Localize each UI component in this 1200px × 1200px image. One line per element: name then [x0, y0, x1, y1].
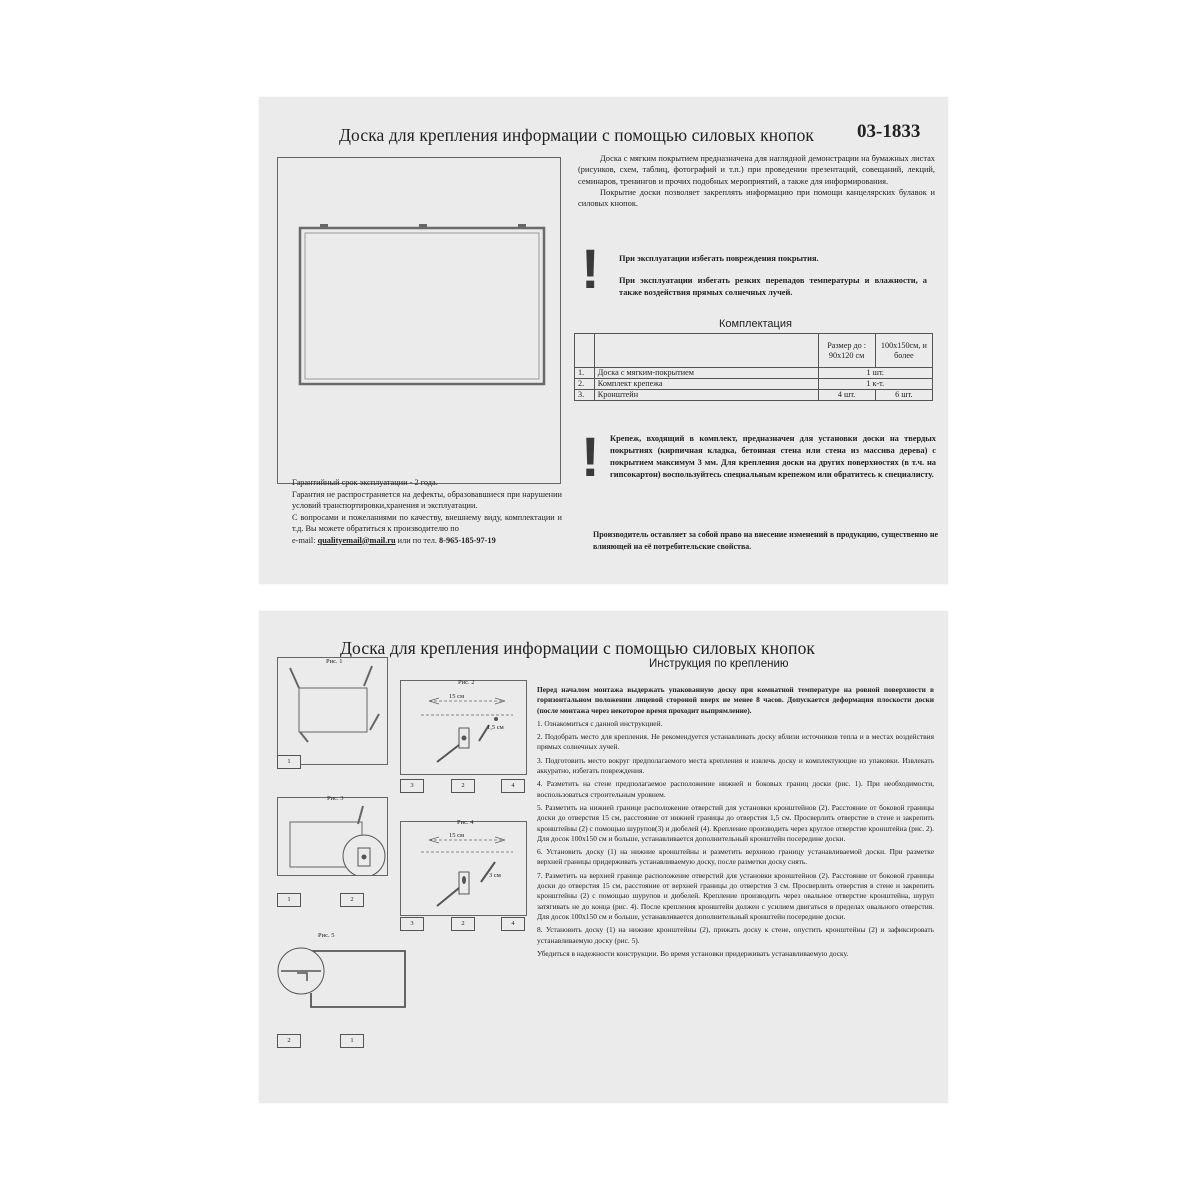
phone-number: 8-965-185-97-19: [439, 535, 496, 545]
figure-5: [277, 932, 386, 1017]
table-cell: Кронштейн: [594, 390, 818, 401]
figure-label: Рис. 4: [457, 819, 474, 826]
product-code: 03-1833: [857, 121, 921, 142]
kit-table: [574, 333, 933, 401]
part-number-box: 3: [400, 779, 424, 793]
instruction-step: 4. Разметить на стене предполагаемое расположение нижней и боковых границ доски (рис. 1). При необходимости, воспользоваться строительным уровнем.: [537, 779, 934, 799]
table-cell: Комплект крепежа: [594, 379, 818, 390]
instruction-step: Убедиться в надежности конструкции. Во время установки придерживать устанавливаемую доску.: [537, 948, 849, 958]
manufacturer-note-text: Производитель оставляет за собой право на внесение изменений в продукцию, существенно не влияющей на её потребительские свойства.: [593, 530, 938, 551]
table-cell: 1 к-т.: [818, 379, 932, 390]
table-header-row: [575, 334, 933, 368]
figure-5-drawing: [277, 935, 417, 1025]
warning-line: При эксплуатации избегать повреждения покрытия.: [619, 254, 819, 263]
table-header-cell: [575, 334, 595, 368]
instruction-step: 1. Ознакомиться с данной инструкцией.: [537, 718, 663, 728]
instruction-step: 6. Установить доску (1) на нижние кронштейны и разметить верхнюю границу устанавливаемой доски. При разметке верхней границы придерживать устанавливаемую доску, после разметки доску снять.: [537, 847, 934, 867]
figure-label: Рис. 5: [318, 932, 335, 939]
part-number-box: 1: [340, 1034, 364, 1048]
instruction-subtitle: Инструкция по креплению: [649, 658, 789, 670]
figure-1: [277, 657, 388, 765]
leaflet-page-1: [259, 97, 948, 584]
part-number-box: 1: [277, 755, 301, 769]
warning-line: При эксплуатации избегать резких перепадов температуры и влажности, а также воздействия прямых солнечных лучей.: [619, 276, 927, 297]
dimension-label: 15 см: [449, 832, 465, 839]
figure-2: [400, 680, 527, 775]
description-paragraph: Доска с мягким покрытием предназначена для наглядной демонстрации на бумажных листах (рисунков, схем, таблиц, фотографий и т.п.) при проведении презентаций, совещаний, лекций, семинаров, тренингов и прочих подобных мероприятий, а также для информирования.: [578, 154, 935, 186]
instruction-step: 8. Установить доску (1) на нижние кронштейны (2), прижать доску к стене, опустить кронштейны (2) и зафиксировать устанавливаемую доску (рис. 5).: [537, 925, 934, 945]
table-cell: Доска с мягким-покрытием: [594, 368, 818, 379]
part-number-box: 4: [501, 779, 525, 793]
instruction-step: 3. Подготовить место вокруг предполагаемого места крепления и извлечь доску и комплектующие из упаковки. Извлекать аккуратно, избегать повреждения.: [537, 755, 934, 776]
figure-4: [400, 821, 527, 916]
part-number-box: 2: [277, 1034, 301, 1048]
mounting-warning: [610, 433, 936, 481]
table-header-cell: [594, 334, 818, 368]
part-number-box: 2: [451, 917, 475, 931]
warning-line: Крепеж, входящий в комплект, предназначен для установки доски на твердых покрытиях (кирпичная кладка, бетонная стена или стена из массива дерева) с покрытием максимум 3 мм. Для крепления доски на других поверхностях (в т.ч. на гипсокартон) воспользуйтесь специальным крепежом или обратитесь к специалисту.: [610, 434, 936, 479]
kit-title: Комплектация: [719, 318, 792, 330]
figure-3: [277, 797, 388, 876]
manufacturer-note: [593, 529, 938, 553]
instruction-step: 7. Разметить на верхней границе расположение отверстий для установки кронштейнов (2). Расстояние от боковой границы доски до отверстия 15 см, расстояние от верхней границы до отверстия 3 см. Просверлить отверстия в стене и закрепить кронштейны (2) с помощью шурупов и дюбелей. Крепление производить через овальное отверстие кронштейна, шуруп затягивать не до конца (рис. 4). После крепления кронштейн должен с усилием двигаться в пределах овального отверстия. Для досок 100х150 см и больше, устанавливается дополнительный кронштейн посередине доски.: [537, 870, 934, 921]
guarantee-line: Гарантийный срок эксплуатации - 2 года.: [292, 478, 438, 487]
dimension-label: 1,5 см: [487, 724, 504, 731]
exclamation-icon: !: [581, 425, 600, 488]
table-row: [575, 390, 933, 401]
board-illustration: [278, 158, 560, 483]
table-row: [575, 368, 933, 379]
table-cell: 3.: [575, 390, 595, 401]
figure-3-drawing: [278, 798, 387, 875]
part-number-box: 3: [400, 917, 424, 931]
email-link[interactable]: qualityemail@mail.ru: [317, 535, 396, 545]
instruction-text: [537, 685, 934, 962]
guarantee-line: Гарантия не распространяется на дефекты, образовавшиеся при нарушении условий транспортировки,хранения и эксплуатации.: [292, 489, 562, 510]
page-title: Доска для крепления информации с помощью силовых кнопок: [340, 638, 816, 658]
part-number-box: 2: [451, 779, 475, 793]
table-header-cell: 100х150см, и более: [875, 334, 932, 368]
dimension-label: 3 см: [489, 872, 501, 879]
email-prefix: e-mail:: [292, 535, 316, 545]
table-cell: 4 шт.: [818, 390, 875, 401]
leaflet-page-2: [259, 611, 948, 1103]
figure-label: Рис. 2: [458, 679, 475, 686]
table-cell: 6 шт.: [875, 390, 932, 401]
dimension-label: 15 см: [449, 693, 465, 700]
usage-warning: [619, 253, 927, 299]
table-cell: 1.: [575, 368, 595, 379]
description-paragraph: Покрытие доски позволяет закреплять информацию при помощи канцелярских булавок и силовых кнопок.: [578, 187, 935, 209]
board-illustration-frame: [277, 157, 561, 484]
phone-prefix: или по тел.: [397, 535, 437, 545]
guarantee-block: [292, 477, 562, 546]
table-cell: 2.: [575, 379, 595, 390]
page-title: Доска для крепления информации с помощью силовых кнопок: [339, 125, 815, 145]
contact-line: [292, 535, 562, 547]
description: [578, 153, 935, 209]
figure-label: Рис. 3: [327, 795, 344, 802]
guarantee-line: С вопросами и пожеланиями по качеству, внешнему виду, комплектации и т.д. Вы можете обратиться к производителю по: [292, 512, 562, 533]
table-row: [575, 379, 933, 390]
part-number-box: 1: [277, 893, 301, 907]
instruction-step: 5. Разметить на нижней границе расположение отверстий для установки кронштейнов (2). Расстояние от боковой границы доски до отверстия 15 см, расстояние от нижней границы до отверстия 1,5 см. Просверлить отверстие в стене и закрепить кронштейны (2) с помощью шурупов(3) и дюбелей (4). Крепление производить через круглое отверстие кронштейна (рис. 2). Для досок 100х150 см и больше, устанавливается дополнительный кронштейн посередине доски.: [537, 802, 934, 843]
figure-1-drawing: [278, 658, 387, 764]
part-number-box: 2: [340, 893, 364, 907]
table-cell: 1 шт.: [818, 368, 932, 379]
table-header-cell: Размер до : 90х120 см: [818, 334, 875, 368]
instruction-step: 2. Подобрать место для крепления. Не рекомендуется устанавливать доску вблизи источников тепла и в местах воздействия прямых солнечных лучей.: [537, 732, 934, 752]
part-number-box: 4: [501, 917, 525, 931]
figure-label: Рис. 1: [326, 658, 343, 665]
exclamation-icon: !: [581, 237, 600, 300]
intro-paragraph: Перед началом монтажа выдержать упакованную доску при комнатной температуре на ровной поверхности в горизонтальном положении лицевой стороной вверх не менее 8 часов. Допускается деформация плоскости доски (после монтажа через некоторое время проходит выпрямление).: [537, 685, 934, 715]
